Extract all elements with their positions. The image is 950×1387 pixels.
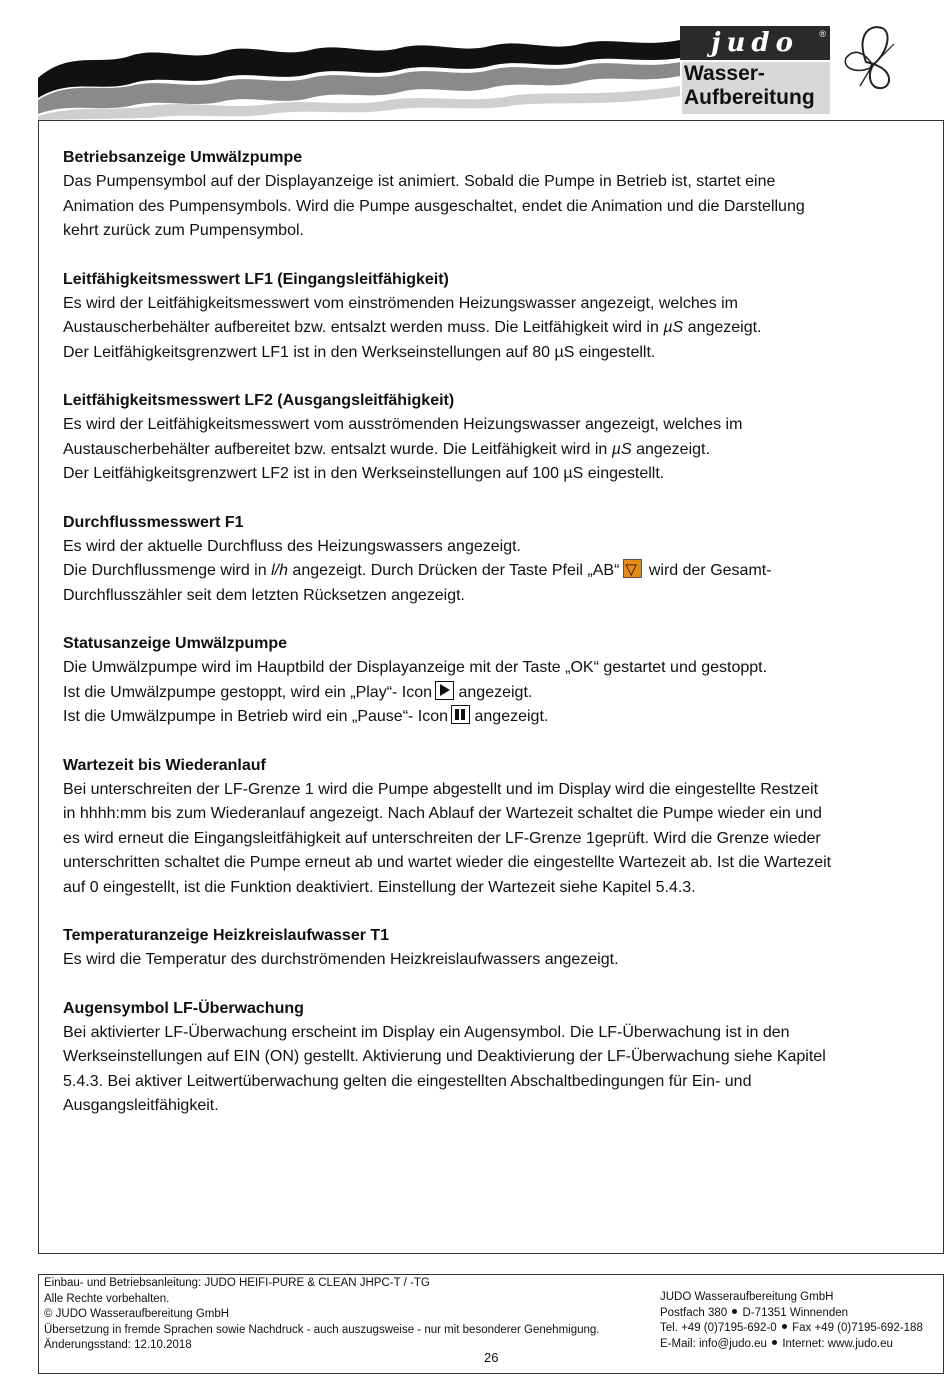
section-text xyxy=(63,413,923,487)
phone-fax xyxy=(660,1321,923,1337)
text-line: Bei unterschreiten der LF-Grenze 1 wird die Pumpe abgestellt und im Display wird die eingestellte Restzeit xyxy=(63,780,819,798)
section-text xyxy=(63,656,923,730)
play-icon xyxy=(435,681,454,700)
text-line: Austauscherbehälter aufbereitet bzw. entsalzt wurde. Die Leitfähigkeit wird in xyxy=(63,440,608,458)
postbox: Postfach 380 xyxy=(660,1306,728,1319)
section-heading: Durchflussmesswert F1 xyxy=(63,513,244,531)
section-heading: Statusanzeige Umwälzpumpe xyxy=(63,635,288,652)
text-line: Durchflusszähler seit dem letzten Rücksetzen angezeigt. xyxy=(63,586,465,604)
text-line: Animation des Pumpensymbols. Wird die Pumpe ausgeschaltet, endet die Animation und die Darstellung xyxy=(63,197,805,215)
judo-logo xyxy=(680,26,830,114)
text-line: es wird erneut die Eingangsleitfähigkeit auf unterschreiten der LF-Grenze 1geprüft. Wird die Grenze wieder xyxy=(63,829,821,847)
text-fragment: Die Durchflussmenge wird in xyxy=(63,562,272,579)
bullet-icon xyxy=(772,1340,777,1345)
text-line: Das Pumpensymbol auf der Displayanzeige ist animiert. Sobald die Pumpe in Betrieb ist, startet eine xyxy=(63,173,776,190)
brand-name: judo xyxy=(711,28,799,58)
text-fragment: Ist die Umwälzpumpe in Betrieb wird ein „Pause“- Icon xyxy=(63,708,449,725)
text-line: 5.4.3. Bei aktiver Leitwertüberwachung gelten die eingestellten Abschaltbedingungen für Ein- und xyxy=(63,1072,752,1090)
website: Internet: www.judo.eu xyxy=(782,1337,893,1350)
footer-line: Einbau- und Betriebsanleitung: JUDO HEIFI-PURE & CLEAN JHPC-T / -TG xyxy=(44,1277,430,1289)
bullet-icon xyxy=(732,1309,737,1314)
text-line: Der Leitfähigkeitsgrenzwert LF2 ist in den Werkseinstellungen auf 100 µS eingestellt. xyxy=(63,465,665,482)
arrow-down-key-icon xyxy=(623,559,642,578)
text-fragment: angezeigt. xyxy=(470,708,549,725)
section-text xyxy=(63,170,923,244)
text-fragment: angezeigt. xyxy=(683,319,762,336)
section-lf1 xyxy=(63,268,923,366)
text-line: Der Leitfähigkeitsgrenzwert LF1 ist in den Werkseinstellungen auf 80 µS eingestellt. xyxy=(63,343,656,361)
section-heading: Betriebsanzeige Umwälzpumpe xyxy=(63,149,303,166)
wave-decoration xyxy=(0,0,680,120)
text-line: Austauscherbehälter aufbereitet bzw. entsalzt werden muss. Die Leitfähigkeit wird in xyxy=(63,319,659,336)
text-line: Die Umwälzpumpe wird im Hauptbild der Displayanzeige mit der Taste „OK“ gestartet und gestoppt. xyxy=(63,659,768,676)
email: E-Mail: info@judo.eu xyxy=(660,1337,767,1350)
text-line: Es wird die Temperatur des durchströmenden Heizkreislaufwassers angezeigt. xyxy=(63,951,619,968)
section-text xyxy=(63,778,923,901)
text-fragment: angezeigt. Durch Drücken der Taste Pfeil „AB“ xyxy=(287,562,620,579)
text-line: auf 0 eingestellt, ist die Funktion deaktiviert. Einstellung der Wartezeit siehe Kapitel 5.4.3. xyxy=(63,878,696,896)
fax: Fax +49 (0)7195-692-188 xyxy=(792,1322,923,1334)
postal-address xyxy=(660,1306,923,1322)
unit-us: µS xyxy=(663,319,684,336)
text-fragment: Ist die Umwälzpumpe gestoppt, wird ein „Play“- Icon xyxy=(63,683,433,701)
section-eye-symbol xyxy=(63,997,923,1119)
registered-mark: ® xyxy=(819,29,826,39)
unit-lh: l/h xyxy=(271,562,288,579)
bullet-icon xyxy=(782,1324,787,1329)
footer-legal xyxy=(44,1276,599,1354)
text-fragment: angezeigt. xyxy=(631,440,710,458)
section-text xyxy=(63,1021,923,1119)
section-pump-operation xyxy=(63,146,923,244)
section-temperature xyxy=(63,924,923,973)
text-line: Bei aktivierter LF-Überwachung erscheint im Display ein Augensymbol. Die LF-Überwachung ist in den xyxy=(63,1023,790,1041)
tagline-line2: Aufbereitung xyxy=(684,86,815,109)
section-waiting-time xyxy=(63,754,923,901)
footer-line: Übersetzung in fremde Sprachen sowie Nachdruck - auch auszugsweise - nur mit besonderer Genehmigung. xyxy=(44,1323,600,1336)
text-fragment: angezeigt. xyxy=(454,683,533,701)
page-header xyxy=(0,0,950,120)
text-line: Es wird der Leitfähigkeitsmesswert vom einströmenden Heizungswasser angezeigt, welches im xyxy=(63,294,738,312)
text-fragment: wird der Gesamt- xyxy=(644,562,772,579)
section-flow xyxy=(63,511,923,609)
section-heading: Wartezeit bis Wiederanlauf xyxy=(63,756,266,774)
section-text xyxy=(63,292,923,366)
text-line: unterschritten schaltet die Pumpe erneut ab und wartet wieder die eingestellte Wartezeit ab. Ist die Wartezeit xyxy=(63,854,832,871)
footer-line: Alle Rechte vorbehalten. xyxy=(44,1292,170,1305)
section-text xyxy=(63,948,923,973)
tagline-line1: Wasser- xyxy=(684,62,765,85)
city: D-71351 Winnenden xyxy=(742,1306,849,1319)
footer-contact xyxy=(660,1290,923,1352)
section-heading: Leitfähigkeitsmesswert LF2 (Ausgangsleitfähigkeit) xyxy=(63,392,455,409)
unit-us: µS xyxy=(611,440,632,458)
footer-line: © JUDO Wasseraufbereitung GmbH xyxy=(44,1308,230,1320)
text-line: kehrt zurück zum Pumpensymbol. xyxy=(63,222,304,239)
section-lf2 xyxy=(63,389,923,487)
footer-line: Änderungsstand: 12.10.2018 xyxy=(44,1339,192,1351)
butterfly-icon xyxy=(836,22,916,98)
email-web xyxy=(660,1337,923,1353)
text-line: in hhhh:mm bis zum Wiederanlauf angezeigt. Nach Ablauf der Wartezeit schaltet die Pumpe wieder ein und xyxy=(63,805,822,822)
pause-icon xyxy=(451,705,470,724)
section-heading: Temperaturanzeige Heizkreislaufwasser T1 xyxy=(63,927,390,944)
brand-tagline xyxy=(682,62,830,114)
main-content xyxy=(63,146,923,1143)
text-line: Es wird der aktuelle Durchfluss des Heizungswassers angezeigt. xyxy=(63,537,521,555)
section-pump-status xyxy=(63,632,923,730)
phone: Tel. +49 (0)7195-692-0 xyxy=(660,1322,777,1334)
page-number: 26 xyxy=(484,1350,499,1365)
company-name: JUDO Wasseraufbereitung GmbH xyxy=(660,1291,834,1303)
text-line: Es wird der Leitfähigkeitsmesswert vom ausströmenden Heizungswasser angezeigt, welches im xyxy=(63,416,743,433)
section-text xyxy=(63,535,923,609)
text-line: Ausgangsleitfähigkeit. xyxy=(63,1097,219,1114)
text-line: Werkseinstellungen auf EIN (ON) gestellt. Aktivierung und Deaktivierung der LF-Überwachung siehe Kapitel xyxy=(63,1048,826,1065)
section-heading: Augensymbol LF-Überwachung xyxy=(63,999,304,1017)
section-heading: Leitfähigkeitsmesswert LF1 (Eingangsleitfähigkeit) xyxy=(63,270,449,288)
